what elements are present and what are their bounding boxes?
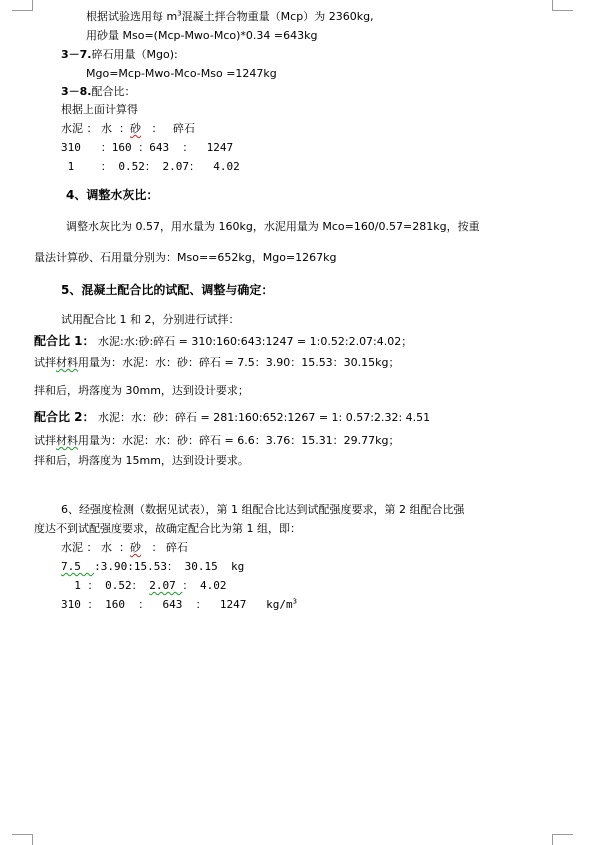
mix-ratio-label: 配合比 2： — [34, 410, 95, 424]
section-4-heading: 4、调整水灰比： — [66, 188, 159, 202]
grammar-check-word: 7.5 — [61, 560, 95, 573]
grammar-check-word: 材料 — [56, 434, 78, 447]
calc-intro-line: 根据上面计算得 — [61, 103, 138, 116]
text: ： 4.02 — [182, 579, 227, 592]
page-corner-mark — [12, 834, 33, 845]
section-title: 配合比： — [91, 85, 136, 98]
strength-test-paragraph-line2: 度达不到试配强度要求，故确定配合比为第 1 组，即： — [34, 522, 301, 535]
water-cement-paragraph-line2: 量法计算砂、石用量分别为：Mso==652kg，Mgo=1267kg — [34, 251, 337, 264]
water-cement-paragraph-line1: 调整水灰比为 0.57，用水量为 160kg，水泥用量为 Mco=160/0.57=281kg，按重 — [66, 220, 480, 233]
page-corner-mark — [552, 834, 573, 845]
trial-intro-line: 试用配合比 1 和 2，分别进行试拌： — [61, 313, 240, 326]
mix-ratio-value: 水泥:水:砂:碎石 = 310:160:643:1247 = 1:0.52:2.07:4.02； — [94, 335, 413, 348]
spellcheck-word: 砂 — [130, 541, 141, 554]
final-mass-per-m3-row — [61, 598, 297, 612]
grammar-check-word: 材料 — [56, 356, 78, 369]
sand-amount-line: 用砂量 Mso=(Mcp-Mwo-Mco)*0.34 =643kg — [86, 29, 318, 42]
text: 1 ： 0.52： — [61, 579, 150, 592]
gravel-amount-line: Mgo=Mcp-Mwo-Mco-Mso =1247kg — [86, 67, 277, 80]
section-5-heading: 5、混凝土配合比的试配、调整与确定： — [61, 283, 274, 297]
superscript: 3 — [177, 9, 182, 18]
text: 混凝土拌合物重量（Mcp）为 2360kg, — [181, 10, 374, 23]
ratio-mass-row: 310 ：160 ：643 ： 1247 — [61, 141, 234, 154]
page-corner-mark — [12, 0, 33, 11]
text: 310 ： 160 ： 643 ： 1247 kg/m — [61, 598, 293, 611]
ratio-proportion-row: 1 ： 0.52： 2.07： 4.02 — [61, 160, 240, 173]
text: ： 碎石 — [141, 541, 188, 554]
text: 用量为：水泥：水：砂：碎石 = 7.5：3.90：15.53：30.15kg； — [78, 356, 400, 369]
text: ： 碎石 — [141, 122, 195, 135]
ratio-header-row — [61, 122, 195, 136]
slump-2-line: 拌和后，坍落度为 15mm，达到设计要求。 — [34, 454, 249, 467]
concrete-weight-line — [86, 10, 374, 24]
final-proportion-row — [61, 579, 226, 593]
text: 水泥 ： 水 ： — [61, 122, 130, 135]
grammar-check-word: 2.07 — [149, 579, 183, 592]
mix-ratio-1-line — [34, 334, 412, 349]
text: 试拌 — [34, 356, 56, 369]
section-3-8-heading — [61, 85, 136, 99]
final-ratio-header-row — [61, 541, 188, 555]
strength-test-paragraph-line1: 6、经强度检测（数据见试表），第 1 组配合比达到试配强度要求，第 2 组配合比强 — [61, 503, 465, 516]
trial-material-2-line — [34, 434, 400, 448]
section-3-7-heading — [61, 48, 178, 62]
text: 试拌 — [34, 434, 56, 447]
superscript: 3 — [292, 597, 297, 606]
text: 用量为：水泥：水：砂：碎石 = 6.6：3.76：15.31：29.77kg； — [78, 434, 400, 447]
section-number: 3－7. — [61, 48, 92, 61]
page-corner-mark — [552, 0, 573, 11]
spellcheck-word: 砂 — [130, 122, 141, 135]
mix-ratio-value: 水泥：水：砂：碎石 = 281:160:652:1267 = 1: 0.57:2.32: 4.51 — [94, 411, 431, 424]
text: 水泥 ： 水 ： — [61, 541, 130, 554]
mix-ratio-label: 配合比 1： — [34, 334, 95, 348]
text: :3.90:15.53： 30.15 kg — [94, 560, 245, 573]
final-trial-mass-row — [61, 560, 244, 574]
mix-ratio-2-line — [34, 410, 430, 425]
trial-material-1-line — [34, 356, 400, 370]
text: 根据试验选用每 m — [86, 10, 178, 23]
section-number: 3－8. — [61, 85, 92, 98]
section-title: 碎石用量（Mgo): — [91, 48, 178, 61]
slump-1-line: 拌和后，坍落度为 30mm，达到设计要求； — [34, 384, 249, 397]
